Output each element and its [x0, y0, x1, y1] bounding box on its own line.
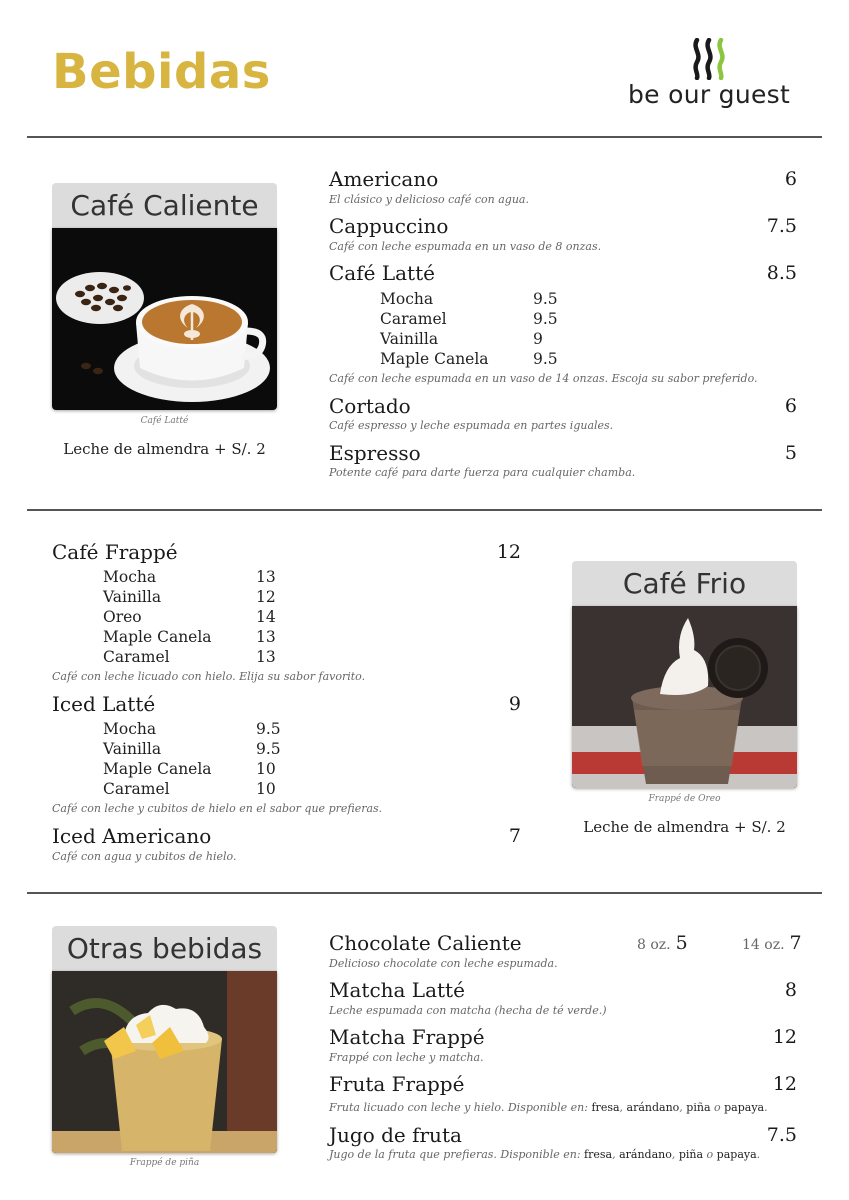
fruit-option: fresa	[584, 1148, 613, 1161]
flavor-name: Mocha	[103, 568, 157, 586]
photo-frappe-oreo	[572, 606, 797, 788]
flavor-price: 9.5	[533, 310, 558, 328]
flavor-name: Vainilla	[103, 740, 162, 758]
flavor-price: 13	[256, 648, 276, 666]
item-price-cortado: 6	[784, 395, 797, 417]
photo-cafe-latte	[52, 228, 277, 410]
fruit-option: arándano	[626, 1101, 680, 1114]
item-name-espresso: Espresso	[329, 441, 421, 465]
separator: ,	[671, 1148, 676, 1161]
item-desc-chocolate-caliente: Delicioso chocolate con leche espumada.	[329, 957, 558, 970]
flavor-price: 9.5	[533, 290, 558, 308]
divider	[27, 892, 822, 894]
fruit-option: fresa	[591, 1101, 620, 1114]
separator: .	[756, 1148, 761, 1161]
size-price-small	[637, 932, 688, 954]
divider	[27, 136, 822, 138]
flavor-name: Oreo	[103, 608, 142, 626]
desc-prefix: Jugo de la fruta que prefieras. Disponible en:	[329, 1148, 581, 1161]
section-label-cafe-caliente: Café Caliente	[52, 183, 277, 228]
item-price-matcha-latte: 8	[784, 979, 797, 1001]
section-label-otras-bebidas: Otras bebidas	[52, 926, 277, 971]
size-label: 8 oz.	[637, 937, 671, 953]
almond-milk-note: Leche de almendra + S/. 2	[63, 440, 266, 458]
flavor-name: Mocha	[380, 290, 434, 308]
item-price-jugo-de-fruta: 7.5	[766, 1124, 797, 1146]
item-price-matcha-frappe: 12	[772, 1026, 797, 1048]
fruit-option: piña	[678, 1148, 704, 1161]
item-name-americano: Americano	[329, 167, 439, 191]
divider	[27, 509, 822, 511]
flavor-name: Maple Canela	[103, 628, 212, 646]
item-price-cappuccino: 7.5	[766, 215, 797, 237]
flavor-price: 9.5	[256, 720, 281, 738]
fruit-option: papaya	[716, 1148, 757, 1161]
item-desc-iced-latte: Café con leche y cubitos de hielo en el sabor que prefieras.	[52, 802, 383, 815]
item-name-matcha-frappe: Matcha Frappé	[329, 1025, 485, 1049]
item-price-cafe-frappe: 12	[496, 541, 521, 563]
flavor-price: 9	[533, 330, 543, 348]
item-desc-fruta-frappe	[329, 1101, 768, 1114]
almond-milk-note: Leche de almendra + S/. 2	[583, 818, 786, 836]
item-name-cafe-latte: Café Latté	[329, 261, 435, 285]
flavor-name: Vainilla	[103, 588, 162, 606]
fruit-option: arándano	[619, 1148, 672, 1161]
flavor-name: Caramel	[380, 310, 447, 328]
item-name-iced-latte: Iced Latté	[52, 692, 156, 716]
flavor-name: Maple Canela	[380, 350, 489, 368]
price-large: 7	[789, 932, 802, 954]
separator: ,	[612, 1148, 616, 1161]
item-desc-matcha-frappe: Frappé con leche y matcha.	[329, 1051, 484, 1064]
flavor-name: Maple Canela	[103, 760, 212, 778]
size-label: 14 oz.	[742, 937, 785, 953]
item-price-iced-latte: 9	[508, 693, 521, 715]
photo-caption: Café Latté	[140, 416, 189, 426]
flavor-name: Mocha	[103, 720, 157, 738]
item-desc-americano: El clásico y delicioso café con agua.	[329, 193, 529, 206]
item-desc-cappuccino: Café con leche espumada en un vaso de 8 onzas.	[329, 240, 602, 253]
item-price-espresso: 5	[784, 442, 797, 464]
price-small: 5	[675, 932, 688, 954]
flavor-name: Caramel	[103, 648, 170, 666]
three-steam-lines-icon	[690, 38, 730, 80]
flavor-price: 10	[256, 760, 276, 778]
section-label-cafe-frio: Café Frio	[572, 561, 797, 606]
flavor-price: 12	[256, 588, 276, 606]
item-name-fruta-frappe: Fruta Frappé	[329, 1072, 465, 1096]
fruit-option: papaya	[724, 1101, 765, 1114]
item-price-cafe-latte: 8.5	[766, 262, 797, 284]
item-name-cortado: Cortado	[329, 394, 411, 418]
item-price-americano: 6	[784, 168, 797, 190]
item-price-fruta-frappe: 12	[772, 1073, 797, 1095]
flavor-price: 14	[256, 608, 276, 626]
photo-frappe-pina	[52, 971, 277, 1153]
separator: o	[714, 1101, 721, 1114]
item-desc-iced-americano: Café con agua y cubitos de hielo.	[52, 850, 237, 863]
flavor-price: 9.5	[533, 350, 558, 368]
flavor-price: 10	[256, 780, 276, 798]
item-name-iced-americano: Iced Americano	[52, 824, 212, 848]
item-desc-jugo-de-fruta	[329, 1148, 760, 1161]
flavor-price: 9.5	[256, 740, 281, 758]
brand-name: be our guest	[628, 80, 791, 109]
desc-prefix: Fruta licuado con leche y hielo. Disponible en:	[329, 1101, 588, 1114]
item-desc-matcha-latte: Leche espumada con matcha (hecha de té verde.)	[329, 1004, 607, 1017]
separator: o	[706, 1148, 714, 1161]
size-price-large	[742, 932, 802, 954]
item-name-cafe-frappe: Café Frappé	[52, 540, 178, 564]
flavor-name: Caramel	[103, 780, 170, 798]
flavor-price: 13	[256, 628, 276, 646]
fruit-option: piña	[686, 1101, 711, 1114]
item-desc-cortado: Café espresso y leche espumada en partes iguales.	[329, 419, 614, 432]
item-name-matcha-latte: Matcha Latté	[329, 978, 465, 1002]
flavor-name: Vainilla	[380, 330, 439, 348]
item-name-chocolate-caliente: Chocolate Caliente	[329, 931, 522, 955]
item-desc-espresso: Potente café para darte fuerza para cualquier chamba.	[329, 466, 636, 479]
photo-caption: Frappé de Oreo	[648, 794, 721, 804]
page-title: Bebidas	[52, 44, 271, 100]
photo-caption: Frappé de piña	[129, 1158, 200, 1168]
item-price-iced-americano: 7	[508, 825, 521, 847]
item-name-cappuccino: Cappuccino	[329, 214, 449, 238]
flavor-price: 13	[256, 568, 276, 586]
item-desc-cafe-frappe: Café con leche licuado con hielo. Elija su sabor favorito.	[52, 670, 366, 683]
item-name-jugo-de-fruta: Jugo de fruta	[329, 1123, 462, 1147]
separator: .	[764, 1101, 768, 1114]
separator: ,	[679, 1101, 683, 1114]
item-desc-cafe-latte: Café con leche espumada en un vaso de 14 onzas. Escoja su sabor preferido.	[329, 372, 758, 385]
separator: ,	[619, 1101, 624, 1114]
